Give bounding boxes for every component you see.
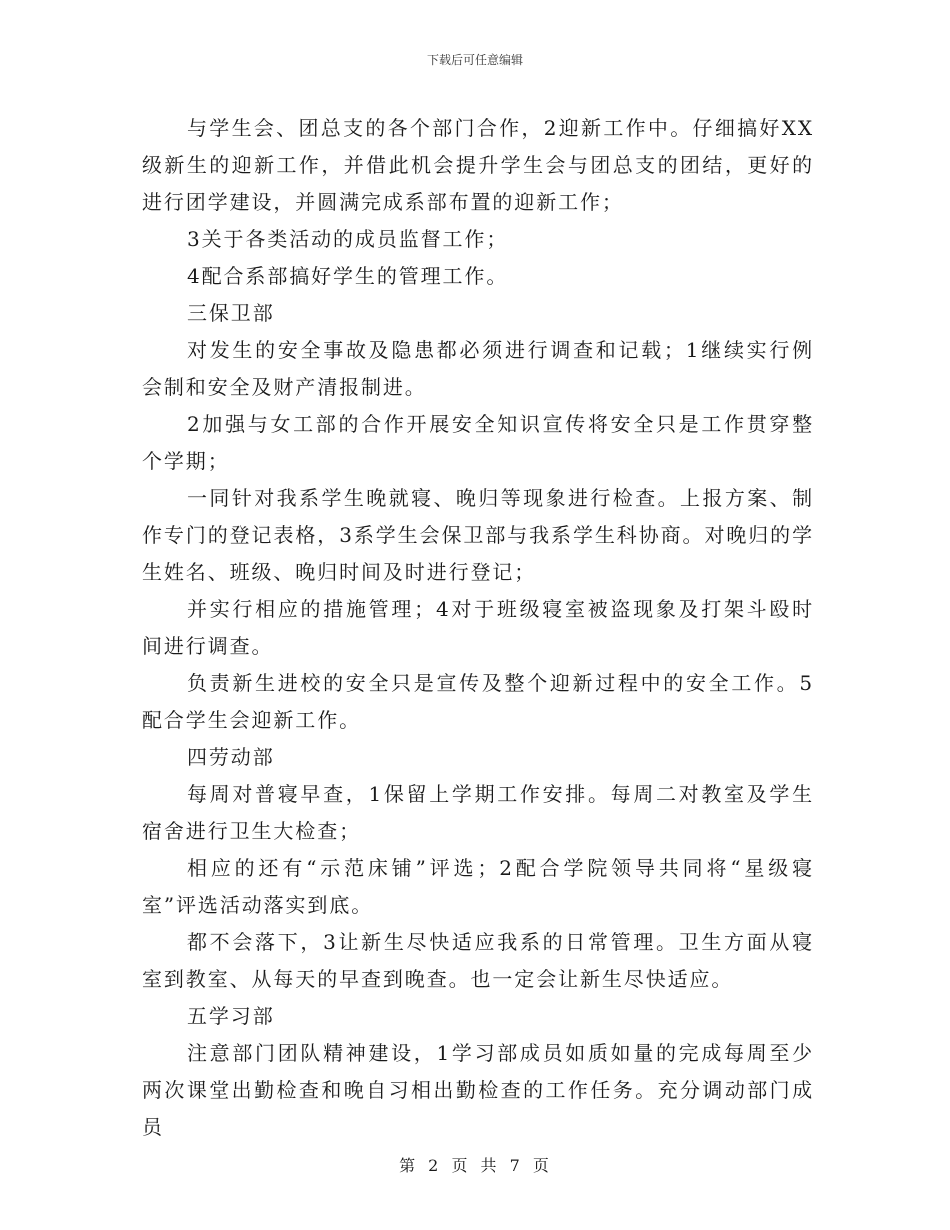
page-number: 第 2 页 共 7 页 bbox=[399, 1156, 551, 1175]
paragraph: 并实行相应的措施管理；4对于班级寝室被盗现象及打架斗殴时间进行调查。 bbox=[142, 597, 814, 658]
paragraph: 一同针对我系学生晚就寝、晚归等现象进行检查。上报方案、制作专门的登记表格，3系学生会保卫部与我系学生科协商。对晚归的学生姓名、班级、晚归时间及时进行登记； bbox=[142, 486, 814, 584]
paragraph: 注意部门团队精神建设，1学习部成员如质如量的完成每周至少两次课堂出勤检查和晚自习相出勤检查的工作任务。充分调动部门成员 bbox=[142, 1041, 814, 1139]
section-heading: 三保卫部 bbox=[187, 301, 275, 325]
paragraph: 4配合系部搞好学生的管理工作。 bbox=[187, 264, 509, 288]
paragraph: 2加强与女工部的合作开展安全知识宣传将安全只是工作贯穿整个学期； bbox=[142, 412, 814, 473]
page-header-note: 下载后可任意编辑 bbox=[426, 53, 523, 67]
section-heading: 四劳动部 bbox=[187, 745, 275, 769]
paragraph: 负责新生进校的安全只是宣传及整个迎新过程中的安全工作。5配合学生会迎新工作。 bbox=[142, 671, 814, 732]
paragraph: 3关于各类活动的成员监督工作； bbox=[187, 227, 509, 251]
paragraph: 相应的还有“示范床铺”评选；2配合学院领导共同将“星级寝室”评选活动落实到底。 bbox=[142, 856, 814, 917]
paragraph: 每周对普寝早查，1保留上学期工作安排。每周二对教室及学生宿舍进行卫生大检查； bbox=[142, 782, 814, 843]
paragraph: 与学生会、团总支的各个部门合作，2迎新工作中。仔细搞好XX级新生的迎新工作，并借此机会提升学生会与团总支的团结，更好的进行团学建设，并圆满完成系部布置的迎新工作； bbox=[142, 116, 814, 214]
paragraph: 对发生的安全事故及隐患都必须进行调查和记载；1继续实行例会制和安全及财产清报制进。 bbox=[142, 338, 814, 399]
document-body bbox=[142, 110, 814, 1146]
section-heading: 五学习部 bbox=[187, 1004, 275, 1028]
paragraph: 都不会落下，3让新生尽快适应我系的日常管理。卫生方面从寝室到教室、从每天的早查到晚查。也一定会让新生尽快适应。 bbox=[142, 930, 814, 991]
